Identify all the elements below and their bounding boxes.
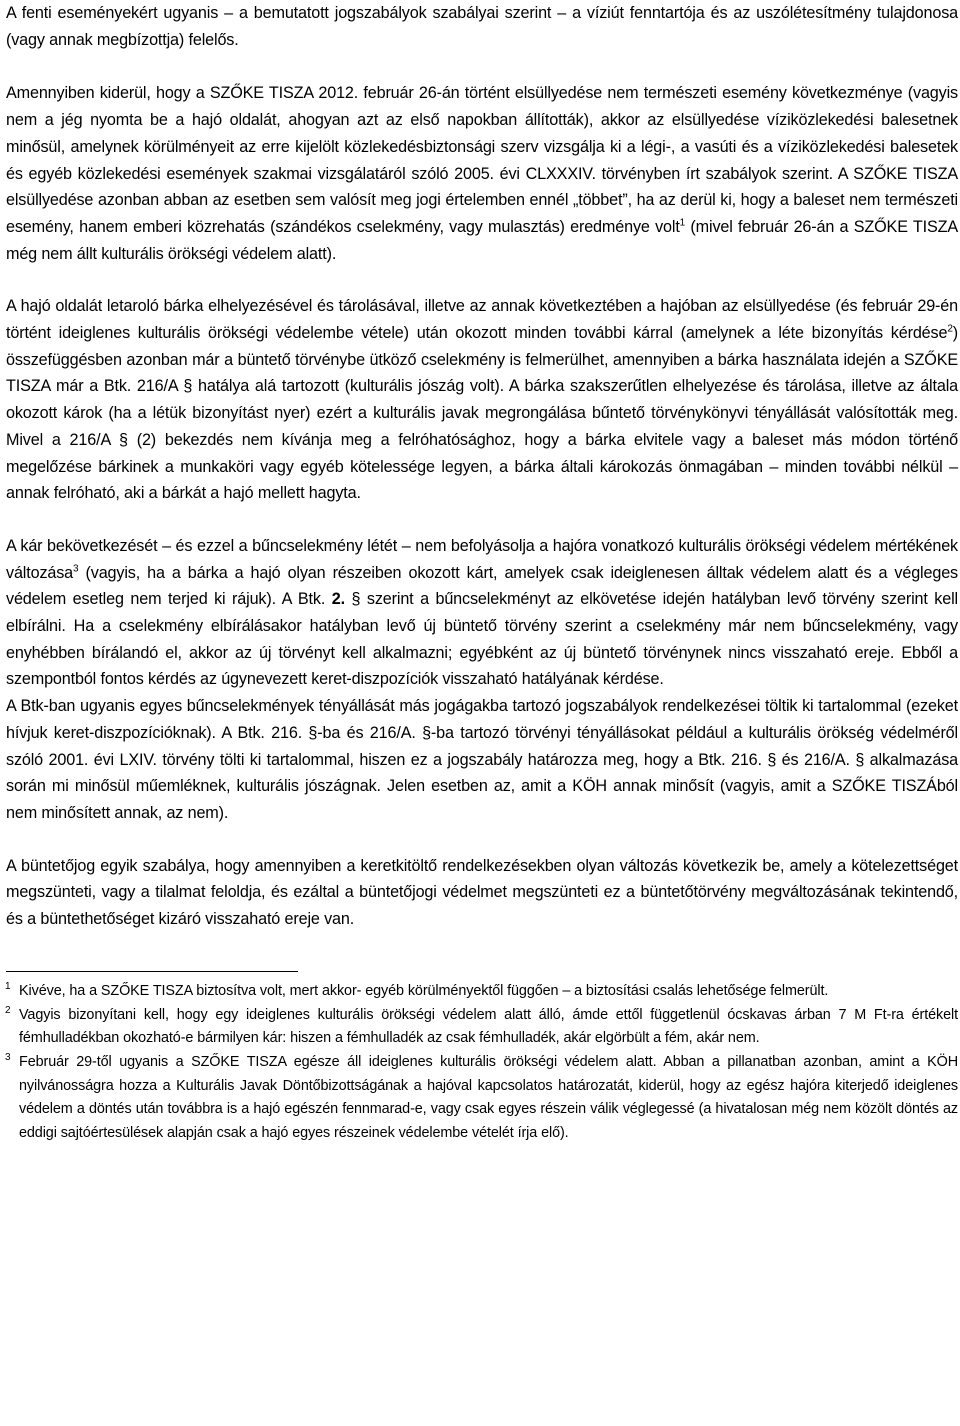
bold-section-number: 2. — [331, 590, 345, 609]
footnote-ref-1[interactable]: 1 — [679, 217, 686, 229]
paragraph-liability: A fenti eseményekért ugyanis – a bemutatott jogszabályok szabályai szerint – a víziút fenntartója és az uszólétesítmény tulajdonosa (vagy annak megbízottja) felelős. — [6, 4, 958, 49]
footnote-number: 1 — [5, 980, 11, 992]
paragraph-framework: A Btk-ban ugyanis egyes bűncselekmények tényállását más jogágakba tartozó jogszabályok rendelkezései töltik ki tartalommal (ezeket hívjuk keret-diszpozícióknak). A Btk. 216. §-ba és 216/A. §-ba tartozó törvényi tényállásokat például a kulturális örökség védelméről szóló 2001. évi LXIV. törvény tölti ki tartalommal, hiszen ez a jogszabály határozza meg, hogy a Btk. 216. § és 216/A. § alkalmazása során mi minősül műemléknek, kulturális jószágnak. Jelen esetben az, amit a KÖH annak minősít (vagyis, amit a SZŐKE TISZÁból nem minősített annak, az nem). — [6, 697, 958, 822]
paragraph-damage — [6, 533, 958, 693]
paragraph-barge-text: A hajó oldalát letaroló bárka elhelyezésével és tárolásával, illetve az annak következtében a hajóban az elsüllyedése (és február 29-én történt ideiglenes kulturális örökségi védelembe vétele) után okozott minden további kárral (amelynek a léte bizonyítás kérdése — [6, 297, 958, 343]
paragraph-sinking-text-cont: (mivel február 26-án a SZŐKE TISZA még nem állt kulturális örökségi védelem alatt). — [6, 217, 958, 263]
footnote-1 — [6, 980, 958, 1004]
body-text — [6, 0, 958, 933]
footnote-number: 3 — [5, 1051, 11, 1063]
paragraph-barge — [6, 293, 958, 507]
footnote-number: 2 — [5, 1004, 11, 1016]
footnote-divider — [6, 971, 298, 972]
paragraph-damage-text-cont: (vagyis, ha a bárka a hajó olyan részeiben okozott kárt, amelyek csak ideiglenesen álltak védelem alatt és a végleges védelem esetleg nem terjed ki rájuk). A Btk. — [6, 563, 958, 609]
paragraph-damage-text-end: § szerint a bűncselekményt az elkövetése idején hatályban levő törvény szerint kell elbírálni. Ha a cselekmény elbírálásakor hatályban levő új büntető törvény szerint a cselekmény már nem bűncselekmény, vagy enyhébben bírálandó el, akkor az új törvényt kell alkalmazni; egyébként az új büntető törvénynek nincs visszaható ereje. Ebből a szempontból fontos kérdés az úgynevezett keret-diszpozíciók visszaható hatályának kérdése. — [6, 590, 958, 689]
paragraph-sinking — [6, 80, 958, 267]
paragraph-sinking-text: Amennyiben kiderül, hogy a SZŐKE TISZA 2012. február 26-án történt elsüllyedése nem természeti esemény következménye (vagyis nem a jég nyomta be a hajó oldalát, ahogyan azt az első napokban állították), akkor az elsüllyedése víziközlekedési balesetnek minősül, amelynek körülményeit az erre kijelölt közlekedésbiztonsági szerv vizsgálja ki a légi-, a vasúti és a víziközlekedési balesetek és egyéb közlekedési események szakmai vizsgálatáról szóló 2005. évi CLXXXIV. törvényben írt szabályok szerint. A SZŐKE TISZA elsüllyedése azonban abban az esetben sem valósít meg jogi értelemben ennél „többet”, ha az derül ki, hogy a baleset nem természeti esemény, hanem emberi közrehatás (szándékos cselekmény, vagy mulasztás) eredménye volt — [6, 84, 958, 236]
footnote-ref-2[interactable]: 2 — [947, 323, 953, 335]
footnote-text: Kivéve, ha a SZŐKE TISZA biztosítva volt, mert akkor- egyéb körülményektől függően – a biztosítási csalás lehetősége felmerült. — [19, 982, 829, 999]
paragraph-criminal-law-rule: A büntetőjog egyik szabálya, hogy amennyiben a keretkitöltő rendelkezésekben olyan változás következik be, amely a kötelezettséget megszünteti, vagy a tilalmat feloldja, és ezáltal a büntetőjogi védelmet megszünteti ez a büntetőtörvény megváltozásának tekintendő, és a büntethetőséget kizáró visszaható ereje van. — [6, 856, 958, 929]
footnote-2 — [6, 1004, 958, 1051]
footnote-3 — [6, 1051, 958, 1146]
paragraph-barge-text-cont: ) összefüggésben azonban már a büntető törvénybe ütköző cselekmény is felmerülhet, amennyiben a bárka használata idején a SZŐKE TISZA már a Btk. 216/A § hatálya alá tartozott (kulturális jószág volt). A bárka szakszerűtlen elhelyezése és tárolása, illetve az általa okozott károk (ha a létük bizonyítást nyer) ezért a kulturális javak megrongálása bűntető törvénykönyvi tényállását valósították meg. Mivel a 216/A § (2) bekezdés nem kívánja meg a felróhatósághoz, hogy a bárka elvitele vagy a baleset más módon történő megelőzése bárkinek a munkaköri vagy egyéb kötelessége legyen, a bárka általi károkozás önmagában – minden további nélkül – annak felróható, aki a bárkát a hajó mellett hagyta. — [6, 324, 958, 503]
footnote-text: Vagyis bizonyítani kell, hogy egy ideiglenes kulturális örökségi védelem alatt álló, ámde ettől függetlenül ócskavas árban 7 M Ft-ra értékelt fémhulladékban okozható-e bármilyen kár: hiszen a fémhulladék az csak fémhulladék, akár elgörbült a fém, akár nem. — [19, 1006, 958, 1047]
footnotes — [6, 980, 958, 1146]
footnote-text: Február 29-től ugyanis a SZŐKE TISZA egésze áll ideiglenes kulturális örökségi védelem alatt. Abban a pillanatban azonban, amint a KÖH nyilvánosságra hozza a Kulturális Javak Döntőbizottságának a hajóval kapcsolatos határozatát, kiderül, hogy az egész hajóra kiterjedő ideiglenes védelem a döntés után továbbra is a hajó egészén fennmarad-e, vagy csak egyes részein válik véglegessé (a hivatalosan még nem közölt döntés az eddigi sajtóértesülések alapján csak a hajó egyes részeinek védelembe vételét írja elő). — [19, 1053, 958, 1142]
footnote-ref-3[interactable]: 3 — [73, 563, 79, 575]
paragraph-damage-text: A kár bekövetkezését – és ezzel a bűncselekmény létét – nem befolyásolja a hajóra vonatkozó kulturális örökségi védelem mértékének változása — [6, 536, 958, 582]
